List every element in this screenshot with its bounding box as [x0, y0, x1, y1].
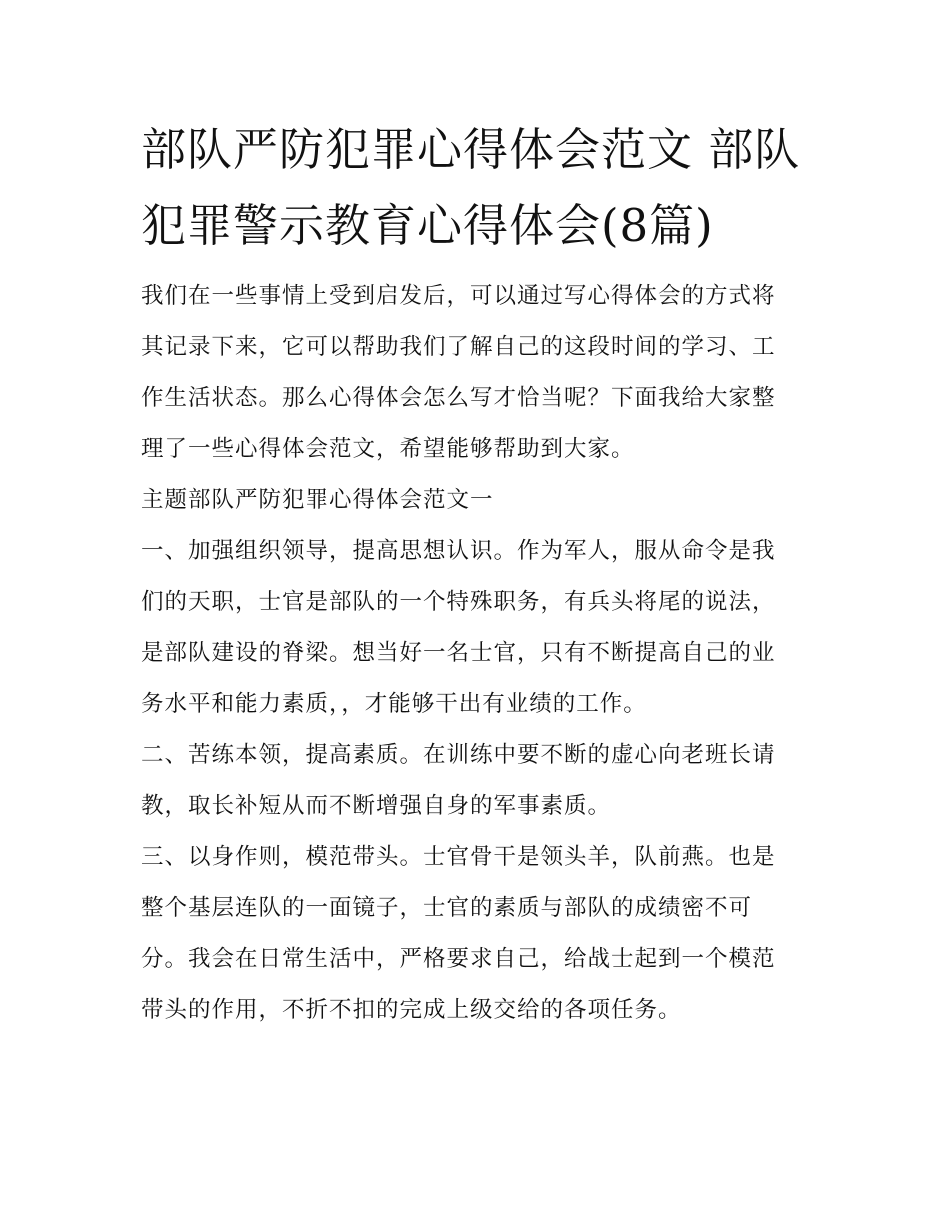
paragraph-point-two [141, 730, 813, 832]
paragraph-line: 作生活状态。那么心得体会怎么写才恰当呢？下面我给大家整 [141, 385, 776, 411]
paragraph-line: 们的天职，士官是部队的一个特殊职务，有兵头将尾的说法， [141, 589, 776, 615]
paragraph-line: 分。我会在日常生活中，严格要求自己，给战士起到一个模范 [141, 946, 776, 972]
section-heading [141, 475, 813, 526]
paragraph-line: 教，取长补短从而不断增强自身的军事素质。 [141, 793, 612, 819]
paragraph-line: 其记录下来，它可以帮助我们了解自己的这段时间的学习、工 [141, 334, 776, 360]
paragraph-line: 理了一些心得体会范文，希望能够帮助到大家。 [141, 436, 635, 462]
section-heading-text: 主题部队严防犯罪心得体会范文一 [141, 487, 494, 513]
document-body [141, 271, 813, 1036]
paragraph-line: 三、以身作则，模范带头。士官骨干是领头羊，队前燕。也是 [141, 844, 776, 870]
document-title: 部队严防犯罪心得体会范文 部队犯罪警示教育心得体会(8篇) [141, 123, 801, 252]
paragraph-line: 我们在一些事情上受到启发后，可以通过写心得体会的方式将 [141, 283, 776, 309]
paragraph-point-one [141, 526, 813, 730]
paragraph-line: 一、加强组织领导，提高思想认识。作为军人，服从命令是我 [141, 538, 776, 564]
paragraph-line: 整个基层连队的一面镜子，士官的素质与部队的成绩密不可 [141, 895, 753, 921]
paragraph-intro [141, 271, 813, 475]
paragraph-line: 二、苦练本领，提高素质。在训练中要不断的虚心向老班长请 [141, 742, 776, 768]
paragraph-point-three [141, 832, 813, 1036]
paragraph-line: 带头的作用，不折不扣的完成上级交给的各项任务。 [141, 997, 682, 1023]
paragraph-line: 是部队建设的脊梁。想当好一名士官，只有不断提高自己的业 [141, 640, 776, 666]
paragraph-line: 务水平和能力素质，，才能够干出有业绩的工作。 [141, 691, 647, 717]
document-content [141, 112, 813, 1036]
